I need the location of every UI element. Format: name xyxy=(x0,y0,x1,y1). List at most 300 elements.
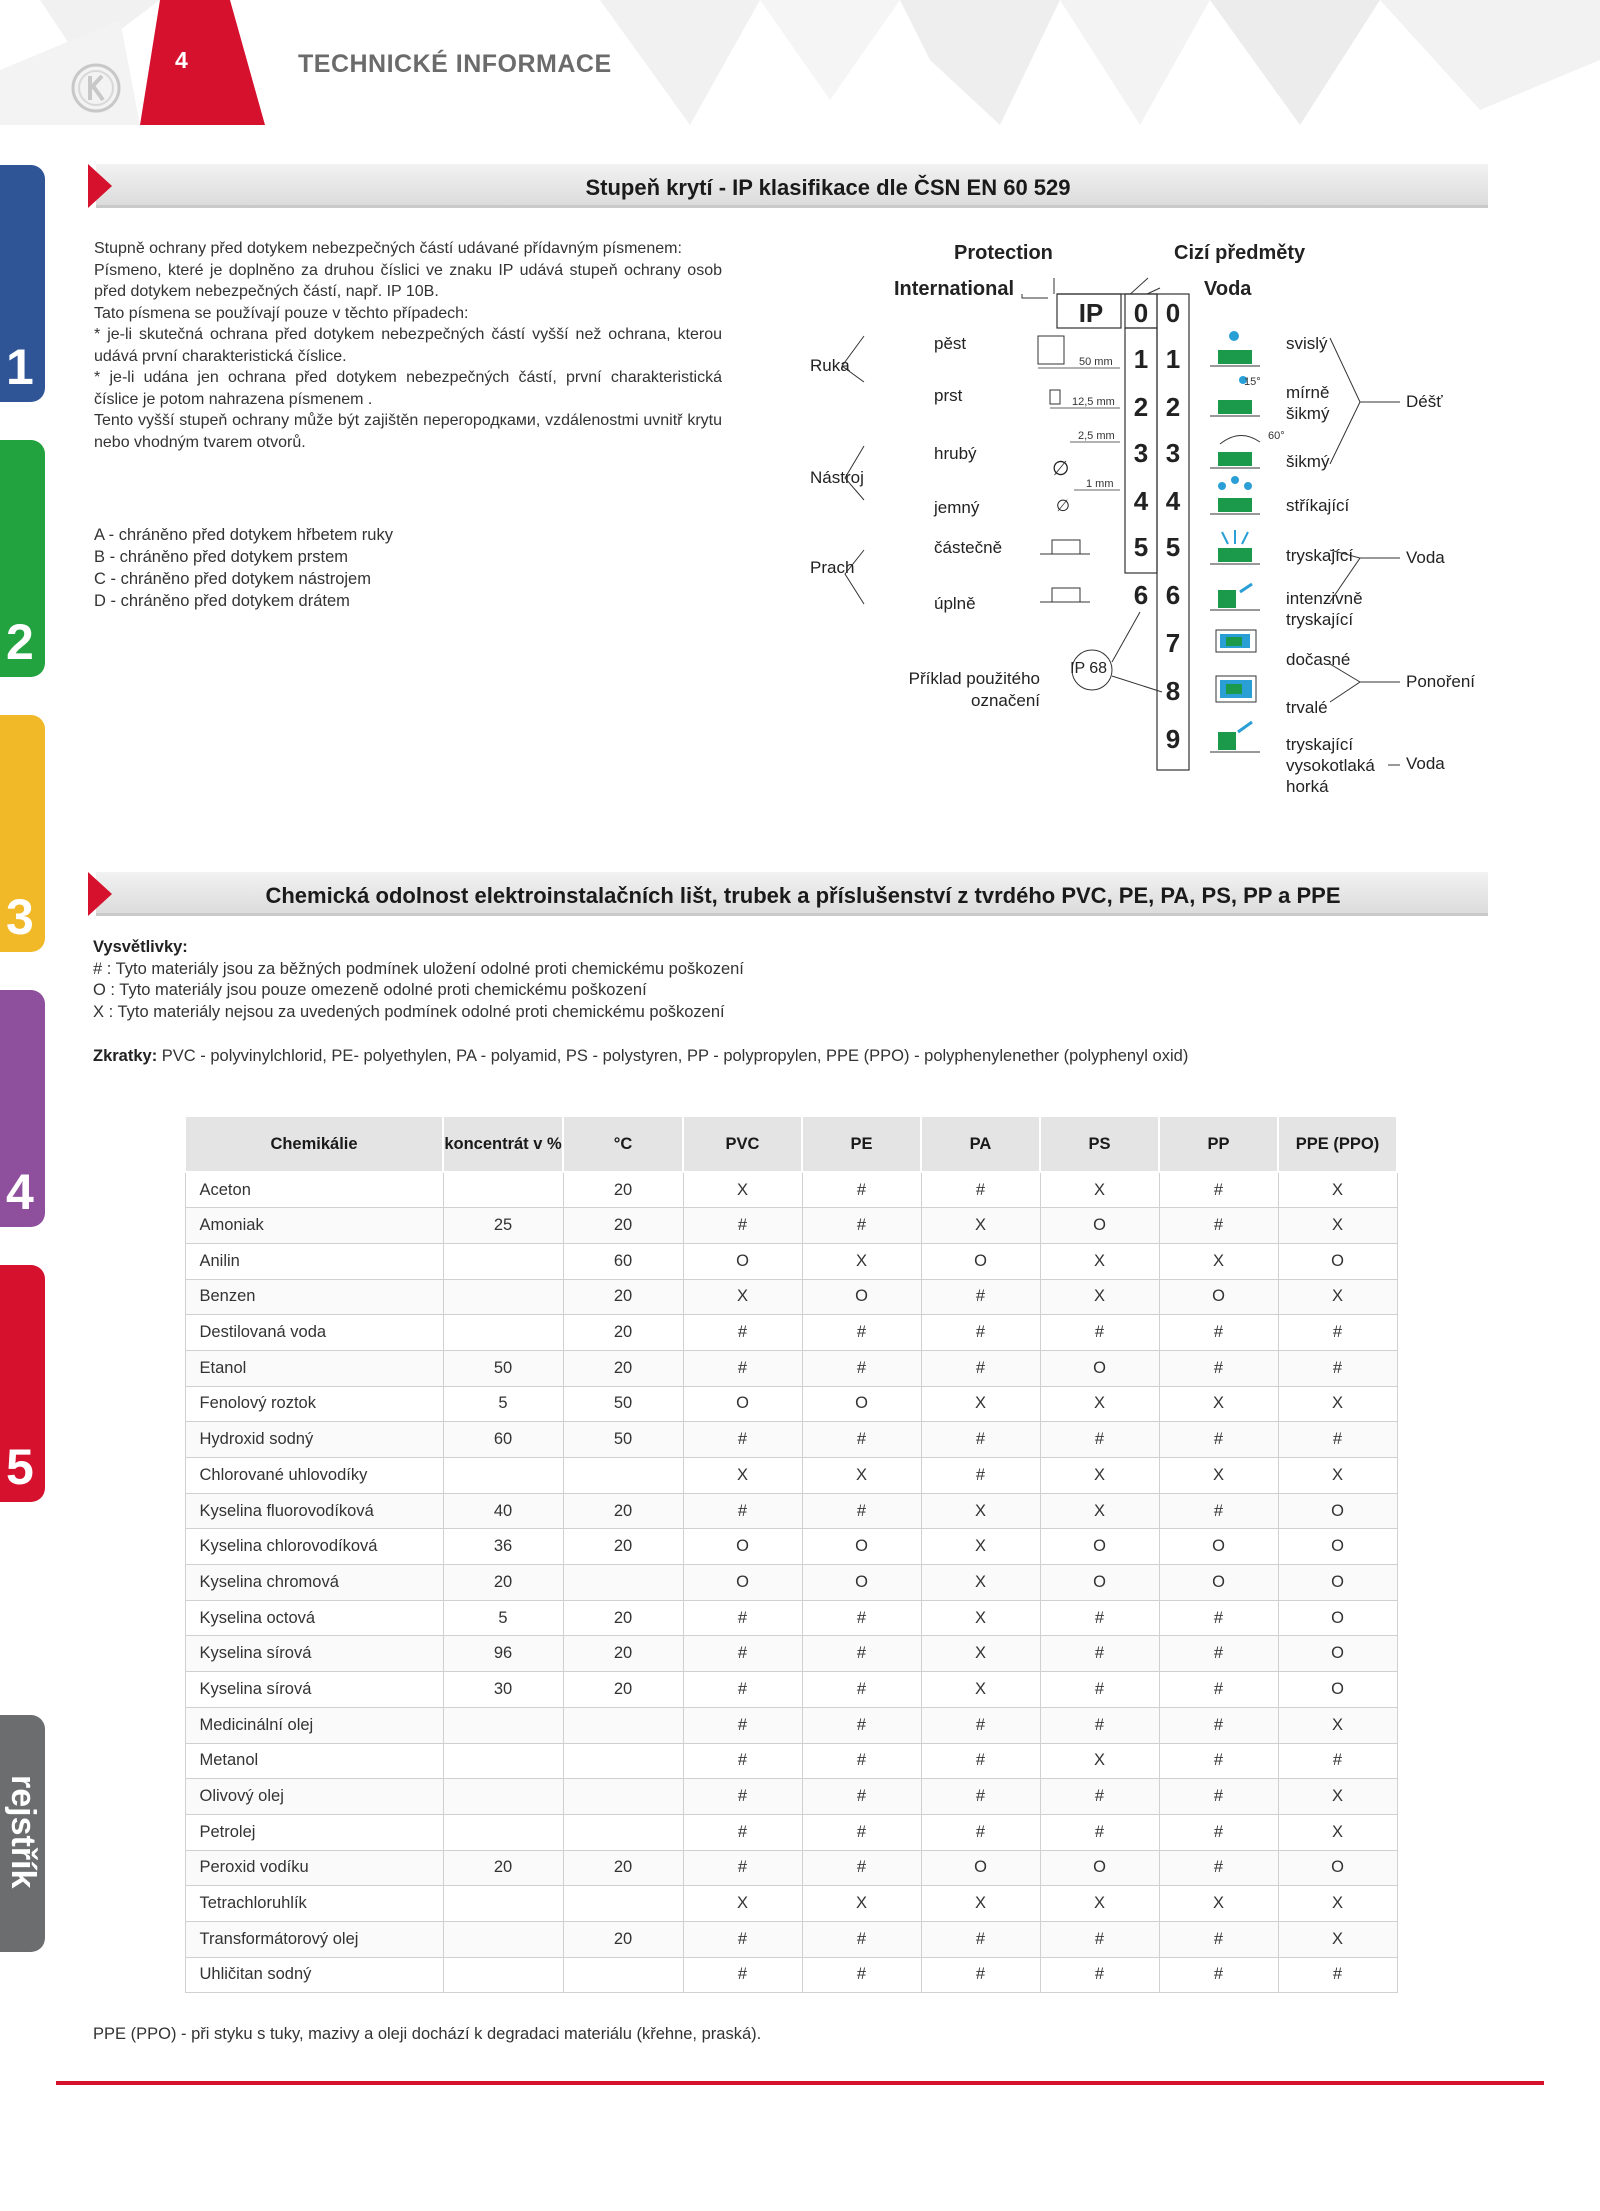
table-cell: X xyxy=(1040,1493,1159,1529)
table-cell: # xyxy=(802,1315,921,1351)
table-cell: # xyxy=(802,1350,921,1386)
chemical-name-cell: Metanol xyxy=(185,1743,443,1779)
item-slightly-inclined: mírně šikmý xyxy=(1286,383,1330,423)
table-cell: 20 xyxy=(563,1279,683,1315)
size-label: 50 mm xyxy=(1079,356,1113,368)
table-cell: O xyxy=(802,1386,921,1422)
table-cell: O xyxy=(1040,1208,1159,1244)
section-tab-2[interactable] xyxy=(0,440,45,677)
table-cell: X xyxy=(921,1886,1040,1922)
table-cell: # xyxy=(683,1814,802,1850)
item-fist: pěst xyxy=(934,334,967,353)
table-cell: X xyxy=(1040,1279,1159,1315)
table-row xyxy=(185,1850,1397,1886)
item-coarse: hrubý xyxy=(934,444,977,463)
table-cell: # xyxy=(683,1707,802,1743)
table-cell: O xyxy=(802,1565,921,1601)
table-cell: O xyxy=(1278,1850,1397,1886)
chemical-name-cell: Benzen xyxy=(185,1279,443,1315)
table-row xyxy=(185,1600,1397,1636)
column-header: PP xyxy=(1159,1116,1278,1172)
second-digit: 0 xyxy=(1165,298,1181,328)
table-cell: 20 xyxy=(443,1565,563,1601)
table-row xyxy=(185,1279,1397,1315)
column-header: PVC xyxy=(683,1116,802,1172)
table-cell: 36 xyxy=(443,1529,563,1565)
table-cell: 40 xyxy=(443,1493,563,1529)
table-cell: 20 xyxy=(563,1636,683,1672)
table-cell: X xyxy=(1040,1172,1159,1208)
table-row xyxy=(185,1672,1397,1708)
table-cell: # xyxy=(1159,1600,1278,1636)
table-cell: X xyxy=(921,1529,1040,1565)
header-background xyxy=(0,0,1600,125)
table-cell: O xyxy=(1040,1350,1159,1386)
table-cell: # xyxy=(921,1921,1040,1957)
table-cell: # xyxy=(1040,1779,1159,1815)
table-cell xyxy=(563,1779,683,1815)
tab-label: 1 xyxy=(6,339,34,395)
table-cell: X xyxy=(1278,1279,1397,1315)
table-cell: O xyxy=(921,1850,1040,1886)
first-digit: 6 xyxy=(1133,580,1149,610)
table-cell: 50 xyxy=(563,1386,683,1422)
paragraph: Stupně ochrany před dotykem nebezpečných částí udávané přídavným písmenem: xyxy=(94,240,682,257)
legend-title: Vysvětlivky: xyxy=(93,938,188,956)
table-cell: X xyxy=(1159,1386,1278,1422)
table-cell: # xyxy=(802,1172,921,1208)
table-cell: # xyxy=(921,1814,1040,1850)
table-cell: # xyxy=(921,1957,1040,1993)
table-cell: X xyxy=(1278,1172,1397,1208)
table-cell: # xyxy=(683,1208,802,1244)
table-cell: X xyxy=(802,1243,921,1279)
table-cell: 20 xyxy=(563,1529,683,1565)
table-cell: X xyxy=(1278,1814,1397,1850)
table-cell xyxy=(443,1315,563,1351)
table-cell xyxy=(563,1743,683,1779)
table-cell: # xyxy=(683,1779,802,1815)
table-cell xyxy=(443,1458,563,1494)
table-cell: X xyxy=(1278,1886,1397,1922)
table-row xyxy=(185,1565,1397,1601)
table-cell: X xyxy=(921,1672,1040,1708)
table-cell: # xyxy=(1278,1350,1397,1386)
group-hand: Ruka xyxy=(810,356,850,375)
tab-label: 3 xyxy=(6,889,34,945)
chemical-name-cell: Kyselina chromová xyxy=(185,1565,443,1601)
table-cell: X xyxy=(921,1386,1040,1422)
list-item: C - chráněno před dotykem nástrojem xyxy=(94,570,371,588)
table-cell: X xyxy=(802,1458,921,1494)
ip-letter-list xyxy=(94,524,694,612)
column-header: koncentrát v % xyxy=(443,1116,563,1172)
table-cell: # xyxy=(802,1779,921,1815)
section-tab-1[interactable] xyxy=(0,165,45,402)
table-cell: X xyxy=(1278,1779,1397,1815)
table-cell: # xyxy=(1040,1814,1159,1850)
chemical-name-cell: Kyselina sírová xyxy=(185,1672,443,1708)
chemical-name-cell: Uhličitan sodný xyxy=(185,1957,443,1993)
table-cell: # xyxy=(683,1850,802,1886)
chemical-name-cell: Medicinální olej xyxy=(185,1707,443,1743)
size-label: 12,5 mm xyxy=(1072,396,1115,408)
table-cell xyxy=(563,1707,683,1743)
table-row xyxy=(185,1921,1397,1957)
table-cell: # xyxy=(802,1600,921,1636)
section-banner-chem xyxy=(88,872,1488,918)
group-rain: Déšť xyxy=(1406,392,1443,411)
table-cell: 25 xyxy=(443,1208,563,1244)
chemical-name-cell: Olivový olej xyxy=(185,1779,443,1815)
table-cell: # xyxy=(1278,1422,1397,1458)
section-tab-index[interactable] xyxy=(0,1715,45,1952)
table-cell: X xyxy=(921,1208,1040,1244)
table-row xyxy=(185,1458,1397,1494)
table-cell: # xyxy=(1040,1957,1159,1993)
table-row xyxy=(185,1529,1397,1565)
table-cell: # xyxy=(683,1743,802,1779)
table-cell: O xyxy=(802,1279,921,1315)
chemical-name-cell: Kyselina sírová xyxy=(185,1636,443,1672)
table-cell xyxy=(563,1957,683,1993)
chemical-name-cell: Amoniak xyxy=(185,1208,443,1244)
table-row xyxy=(185,1243,1397,1279)
table-row xyxy=(185,1743,1397,1779)
table-cell: X xyxy=(921,1636,1040,1672)
size-label: 1 mm xyxy=(1086,478,1114,490)
table-cell: 30 xyxy=(443,1672,563,1708)
chemical-name-cell: Aceton xyxy=(185,1172,443,1208)
legend-item: O : Tyto materiály jsou pouze omezeně odolné proti chemickému poškození xyxy=(93,981,647,999)
heading-protection: Protection xyxy=(954,242,1053,264)
table-cell: # xyxy=(1278,1315,1397,1351)
table-cell: # xyxy=(1040,1707,1159,1743)
item-jetting: tryskající xyxy=(1286,546,1354,565)
table-cell: # xyxy=(802,1850,921,1886)
table-cell: # xyxy=(1159,1779,1278,1815)
heading-international: International xyxy=(894,278,1015,300)
k-logo-icon xyxy=(70,62,122,114)
paragraph: * je-li udána jen ochrana před dotykem nebezpečných částí, první charakteristická číslice je potom nahrazena písmenem . xyxy=(94,369,722,408)
table-row xyxy=(185,1814,1397,1850)
table-cell: 96 xyxy=(443,1636,563,1672)
table-cell xyxy=(443,1779,563,1815)
table-cell: 20 xyxy=(563,1172,683,1208)
chemical-name-cell: Chlorované uhlovodíky xyxy=(185,1458,443,1494)
table-cell xyxy=(563,1886,683,1922)
table-cell: # xyxy=(1159,1172,1278,1208)
second-digit: 5 xyxy=(1165,532,1181,562)
heading-water: Voda xyxy=(1204,278,1252,300)
table-cell: O xyxy=(1040,1529,1159,1565)
footnote: PPE (PPO) - při styku s tuky, mazivy a oleji dochází k degradaci materiálu (křehne, praská). xyxy=(93,2025,762,2043)
paragraph: * je-li skutečná ochrana před dotykem nebezpečných částí vyšší než ochrana, kterou udává první charakteristická číslice. xyxy=(94,326,722,365)
table-cell: # xyxy=(1040,1636,1159,1672)
item-temporary: dočasné xyxy=(1286,650,1351,669)
table-cell: 20 xyxy=(563,1850,683,1886)
table-cell xyxy=(443,1172,563,1208)
item-finger: prst xyxy=(934,386,963,405)
table-cell: # xyxy=(921,1422,1040,1458)
table-cell: X xyxy=(802,1886,921,1922)
table-cell: X xyxy=(921,1565,1040,1601)
table-cell: 60 xyxy=(563,1243,683,1279)
item-inclined: šikmý xyxy=(1286,452,1330,471)
item-vertical: svislý xyxy=(1286,334,1328,353)
group-tool: Nástroj xyxy=(810,468,864,487)
table-cell: # xyxy=(683,1636,802,1672)
table-row xyxy=(185,1636,1397,1672)
chemical-name-cell: Kyselina fluorovodíková xyxy=(185,1493,443,1529)
table-cell: O xyxy=(1278,1529,1397,1565)
table-cell: 5 xyxy=(443,1600,563,1636)
table-cell: # xyxy=(921,1458,1040,1494)
table-cell: 60 xyxy=(443,1422,563,1458)
column-header: °C xyxy=(563,1116,683,1172)
abbr-label: Zkratky: xyxy=(93,1047,158,1065)
table-cell: # xyxy=(921,1350,1040,1386)
paragraph: Písmeno, které je doplněno za druhou číslici ve znaku IP udává stupeň ochrany osob před dotykem nebezpečných částí, např. IP 10B. xyxy=(94,261,722,300)
diameter-icon: ∅ xyxy=(1056,498,1070,515)
table-row xyxy=(185,1707,1397,1743)
table-cell: # xyxy=(1159,1208,1278,1244)
table-header-row xyxy=(185,1116,1397,1172)
section-title: Chemická odolnost elektroinstalačních lišt, trubek a příslušenství z tvrdého PVC, PE, PA, PS, PP a PPE xyxy=(265,883,1341,908)
first-digit: 4 xyxy=(1133,486,1149,516)
table-cell xyxy=(443,1957,563,1993)
table-cell: X xyxy=(683,1172,802,1208)
table-cell: # xyxy=(802,1921,921,1957)
tab-label: 2 xyxy=(6,614,34,670)
first-digit: 5 xyxy=(1133,532,1149,562)
table-cell: # xyxy=(1040,1672,1159,1708)
table-cell: X xyxy=(683,1886,802,1922)
first-digit: 1 xyxy=(1133,344,1149,374)
table-cell: O xyxy=(1040,1565,1159,1601)
paragraph: Tento vyšší stupeň ochrany může být zajištěn перегородками, vzdálenostmi uvnitř krytu nebo vhodným tvarem otvorů. xyxy=(94,412,722,451)
table-cell: # xyxy=(1159,1921,1278,1957)
group-water-jet: Voda xyxy=(1406,754,1445,773)
column-header: Chemikálie xyxy=(185,1116,443,1172)
table-cell xyxy=(443,1886,563,1922)
tab-label: rejstřík xyxy=(4,1775,42,1889)
table-cell: X xyxy=(1278,1208,1397,1244)
section-banner-ip xyxy=(88,164,1488,210)
chemical-name-cell: Peroxid vodíku xyxy=(185,1850,443,1886)
list-item: D - chráněno před dotykem drátem xyxy=(94,592,350,610)
table-cell: # xyxy=(921,1779,1040,1815)
table-cell: X xyxy=(1040,1743,1159,1779)
table-cell: # xyxy=(1159,1707,1278,1743)
list-item: B - chráněno před dotykem prstem xyxy=(94,548,349,566)
table-cell: # xyxy=(802,1208,921,1244)
table-cell: O xyxy=(1159,1529,1278,1565)
table-cell: X xyxy=(1278,1921,1397,1957)
table-cell: 20 xyxy=(563,1350,683,1386)
angle-label: 60° xyxy=(1268,430,1285,442)
table-cell: # xyxy=(802,1636,921,1672)
table-cell xyxy=(443,1743,563,1779)
first-digit: 3 xyxy=(1133,438,1149,468)
table-cell xyxy=(443,1707,563,1743)
table-cell: # xyxy=(802,1422,921,1458)
table-cell xyxy=(443,1921,563,1957)
second-digit: 8 xyxy=(1165,676,1181,706)
table-cell: # xyxy=(1278,1743,1397,1779)
item-high-pressure-hot: tryskající vysokotlaká horká xyxy=(1286,735,1375,796)
table-cell: X xyxy=(1159,1886,1278,1922)
table-cell: # xyxy=(1159,1743,1278,1779)
table-cell: X xyxy=(1040,1243,1159,1279)
table-cell: O xyxy=(1159,1565,1278,1601)
chemical-name-cell: Petrolej xyxy=(185,1814,443,1850)
footer-divider xyxy=(56,2081,1544,2085)
item-splashing: stříkající xyxy=(1286,496,1350,515)
table-cell: O xyxy=(1278,1243,1397,1279)
table-cell: X xyxy=(683,1458,802,1494)
table-cell xyxy=(443,1243,563,1279)
table-cell: 20 xyxy=(443,1850,563,1886)
first-digit: 0 xyxy=(1133,298,1149,328)
second-digit: 6 xyxy=(1165,580,1181,610)
table-cell: # xyxy=(921,1172,1040,1208)
red-triangle-marker xyxy=(88,872,112,916)
table-cell: 50 xyxy=(443,1350,563,1386)
table-cell: # xyxy=(683,1921,802,1957)
table-cell: # xyxy=(1159,1636,1278,1672)
table-cell: X xyxy=(683,1279,802,1315)
table-cell: O xyxy=(1278,1565,1397,1601)
table-cell: O xyxy=(921,1243,1040,1279)
group-water: Voda xyxy=(1406,548,1445,567)
tab-label: 5 xyxy=(6,1439,34,1495)
table-cell: # xyxy=(802,1672,921,1708)
first-digit: 2 xyxy=(1133,392,1149,422)
section-title: Stupeň krytí - IP klasifikace dle ČSN EN 60 529 xyxy=(585,175,1071,200)
heading-foreign-objects: Cizí předměty xyxy=(1174,242,1306,264)
table-cell: O xyxy=(1278,1636,1397,1672)
table-cell: 20 xyxy=(563,1208,683,1244)
table-cell: X xyxy=(1159,1243,1278,1279)
item-fine: jemný xyxy=(934,498,980,517)
table-cell: X xyxy=(1278,1707,1397,1743)
table-cell: X xyxy=(1278,1386,1397,1422)
item-continuous: trvalé xyxy=(1286,698,1328,717)
second-digit: 2 xyxy=(1165,392,1181,422)
chemical-name-cell: Tetrachloruhlík xyxy=(185,1886,443,1922)
table-cell: 50 xyxy=(563,1422,683,1458)
chemical-name-cell: Etanol xyxy=(185,1350,443,1386)
list-item: A - chráněno před dotykem hřbetem ruky xyxy=(94,526,393,544)
abbreviations xyxy=(93,1047,1188,1066)
column-header: PA xyxy=(921,1116,1040,1172)
table-cell: # xyxy=(802,1493,921,1529)
table-cell xyxy=(443,1279,563,1315)
table-cell: # xyxy=(921,1315,1040,1351)
table-cell xyxy=(443,1814,563,1850)
column-header: PPE (PPO) xyxy=(1278,1116,1397,1172)
table-cell: O xyxy=(683,1565,802,1601)
table-cell: # xyxy=(683,1672,802,1708)
table-cell: # xyxy=(1159,1493,1278,1529)
table-cell: # xyxy=(802,1707,921,1743)
legend-item: X : Tyto materiály nejsou za uvedených podmínek odolné proti chemickému poškození xyxy=(93,1002,725,1021)
table-cell: X xyxy=(1040,1886,1159,1922)
chemical-name-cell: Kyselina chlorovodíková xyxy=(185,1529,443,1565)
table-cell: # xyxy=(921,1743,1040,1779)
table-cell: 20 xyxy=(563,1600,683,1636)
table-cell: 20 xyxy=(563,1921,683,1957)
chemical-name-cell: Kyselina octová xyxy=(185,1600,443,1636)
legend-item: # : Tyto materiály jsou za běžných podmínek uložení odolné proti chemickému poškození xyxy=(93,959,744,978)
item-partial: částečně xyxy=(934,538,1003,557)
page-title: TECHNICKÉ INFORMACE xyxy=(298,50,612,78)
table-cell: # xyxy=(1159,1422,1278,1458)
table-cell: # xyxy=(1040,1422,1159,1458)
section-tab-5[interactable] xyxy=(0,1265,45,1502)
group-dust: Prach xyxy=(810,558,855,577)
table-cell: # xyxy=(802,1814,921,1850)
group-immersion: Ponoření xyxy=(1406,672,1475,691)
table-cell xyxy=(563,1814,683,1850)
table-cell xyxy=(563,1565,683,1601)
chemical-name-cell: Hydroxid sodný xyxy=(185,1422,443,1458)
second-digit: 4 xyxy=(1165,486,1181,516)
table-cell: X xyxy=(921,1600,1040,1636)
table-cell: O xyxy=(683,1386,802,1422)
table-cell: # xyxy=(1159,1672,1278,1708)
section-tab-3[interactable] xyxy=(0,715,45,952)
table-row xyxy=(185,1315,1397,1351)
table-row xyxy=(185,1208,1397,1244)
chemical-name-cell: Anilin xyxy=(185,1243,443,1279)
table-cell: # xyxy=(1278,1957,1397,1993)
table-cell: O xyxy=(1278,1493,1397,1529)
ip-label: IP xyxy=(1078,298,1104,328)
table-cell: X xyxy=(1040,1458,1159,1494)
example-label: Příklad použitého označení xyxy=(908,669,1040,710)
table-cell: # xyxy=(1159,1957,1278,1993)
item-complete: úplně xyxy=(934,594,976,613)
table-cell: 20 xyxy=(563,1493,683,1529)
second-digit: 3 xyxy=(1165,438,1181,468)
section-tab-4[interactable] xyxy=(0,990,45,1227)
table-cell: O xyxy=(683,1243,802,1279)
column-header: PS xyxy=(1040,1116,1159,1172)
column-header: PE xyxy=(802,1116,921,1172)
abbr-text: PVC - polyvinylchlorid, PE- polyethylen, PA - polyamid, PS - polystyren, PP - polypropylen, PPE (PPO) - polyphenylenether (polyphenyl oxid) xyxy=(157,1047,1189,1065)
chemical-name-cell: Destilovaná voda xyxy=(185,1315,443,1351)
table-cell: X xyxy=(1278,1458,1397,1494)
table-cell: # xyxy=(1159,1850,1278,1886)
table-row xyxy=(185,1350,1397,1386)
table-cell: # xyxy=(683,1422,802,1458)
table-row xyxy=(185,1422,1397,1458)
table-cell: # xyxy=(683,1493,802,1529)
second-digit: 1 xyxy=(1165,344,1181,374)
angle-label: 15° xyxy=(1244,376,1261,388)
tab-label: 4 xyxy=(6,1164,34,1220)
item-powerful-jetting: intenzivně tryskající xyxy=(1286,589,1363,629)
table-body xyxy=(185,1172,1397,1993)
table-cell xyxy=(563,1458,683,1494)
table-cell: # xyxy=(683,1350,802,1386)
table-cell: X xyxy=(921,1493,1040,1529)
table-cell: # xyxy=(1159,1814,1278,1850)
table-row xyxy=(185,1172,1397,1208)
paragraph: Tato písmena se používají pouze v těchto případech: xyxy=(94,304,469,322)
